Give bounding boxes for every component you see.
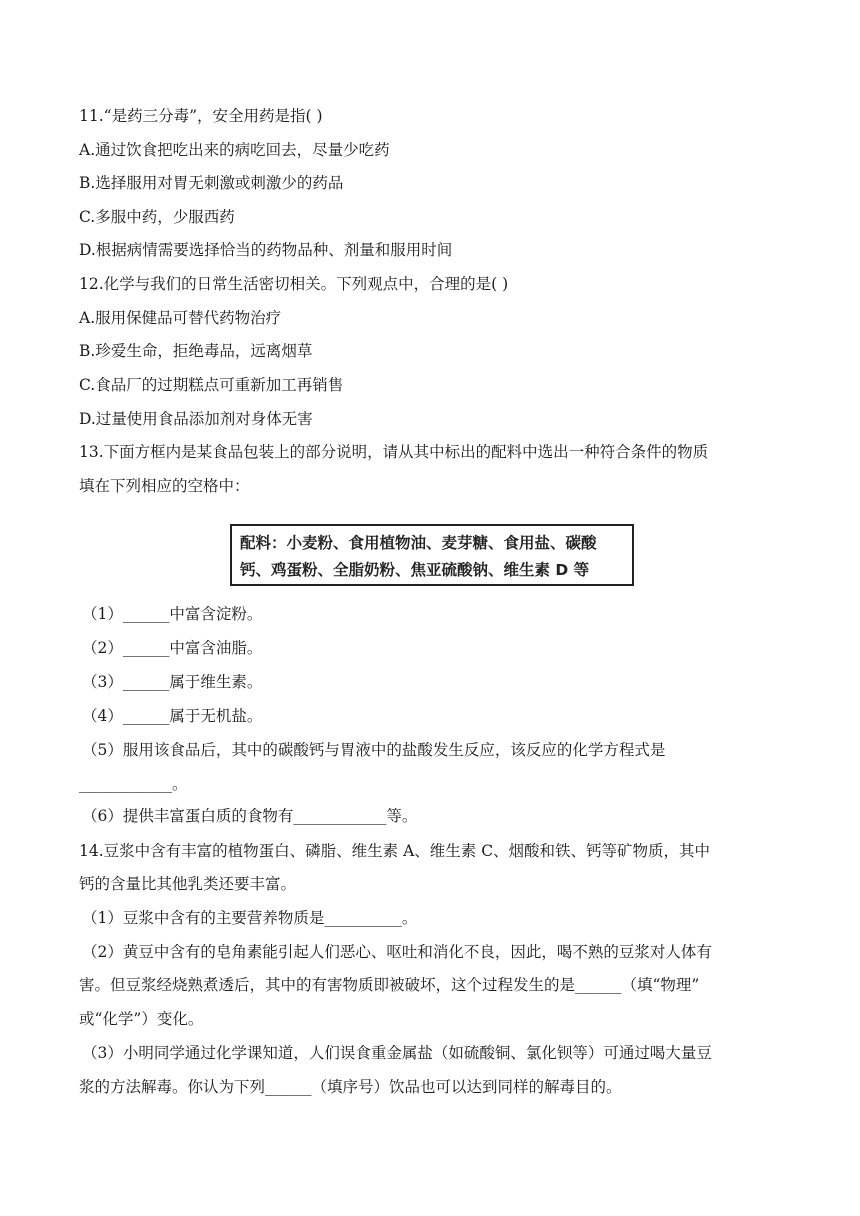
question-12-option-a: A.服用保健品可替代药物治疗	[79, 309, 282, 327]
question-11-stem: 11.“是药三分毒”，安全用药是指( )	[79, 107, 323, 125]
question-14-part-1: （1）豆浆中含有的主要营养物质是__________。	[82, 909, 418, 927]
question-14-stem-line-1: 14.豆浆中含有丰富的植物蛋白、磷脂、维生素 A、维生素 C、烟酸和铁、钙等矿物质，其中	[79, 842, 711, 860]
question-12-option-d: D.过量使用食品添加剂对身体无害	[79, 410, 313, 428]
question-14-stem-line-2: 钙的含量比其他乳类还要丰富。	[79, 875, 297, 893]
question-13-part-5-line-1: （5）服用该食品后，其中的碳酸钙与胃液中的盐酸发生反应，该反应的化学方程式是	[82, 741, 666, 759]
question-12-option-b: B.珍爱生命，拒绝毒品，远离烟草	[79, 342, 313, 360]
question-12-option-c: C.食品厂的过期糕点可重新加工再销售	[79, 376, 344, 394]
ingredient-label-box	[230, 524, 634, 586]
question-13-part-4: （4）______属于无机盐。	[82, 707, 263, 725]
question-14-part-2-line-1: （2）黄豆中含有的皂角素能引起人们恶心、呕吐和消化不良，因此，喝不熟的豆浆对人体有	[82, 943, 712, 961]
question-14-part-2-line-3: 或“化学”）变化。	[79, 1010, 204, 1028]
question-13-part-5-line-2: ____________。	[79, 775, 188, 793]
question-11-option-b: B.选择服用对胃无刺激或刺激少的药品	[79, 174, 344, 192]
question-14-part-3-line-1: （3）小明同学通过化学课知道，人们误食重金属盐（如硫酸铜、氯化钡等）可通过喝大量豆	[82, 1044, 712, 1062]
ingredient-label-line-1: 配料：小麦粉、食用植物油、麦芽糖、食用盐、碳酸	[240, 534, 597, 552]
question-11-option-c: C.多服中药，少服西药	[79, 208, 235, 226]
question-11-option-a: A.通过饮食把吃出来的病吃回去，尽量少吃药	[79, 141, 390, 159]
question-13-part-1: （1）______中富含淀粉。	[82, 605, 263, 623]
question-13-stem-line-1: 13.下面方框内是某食品包装上的部分说明，请从其中标出的配料中选出一种符合条件的物质	[79, 443, 709, 461]
ingredient-label-line-2: 钙、鸡蛋粉、全脂奶粉、焦亚硫酸钠、维生素 D 等	[240, 561, 590, 579]
question-11-option-d: D.根据病情需要选择恰当的药物品种、剂量和服用时间	[79, 241, 453, 259]
question-14-part-3-line-2: 浆的方法解毒。你认为下列______（填序号）饮品也可以达到同样的解毒目的。	[79, 1078, 622, 1096]
question-12-stem: 12.化学与我们的日常生活密切相关。下列观点中，合理的是( )	[79, 275, 509, 293]
question-13-part-3: （3）______属于维生素。	[82, 673, 263, 691]
question-14-part-2-line-2: 害。但豆浆经烧熟煮透后，其中的有害物质即被破坏，这个过程发生的是______（填“物理”	[79, 976, 700, 994]
question-13-stem-line-2: 填在下列相应的空格中：	[79, 477, 250, 495]
question-13-part-2: （2）______中富含油脂。	[82, 639, 263, 657]
question-13-part-6: （6）提供丰富蛋白质的食物有____________等。	[82, 807, 418, 825]
